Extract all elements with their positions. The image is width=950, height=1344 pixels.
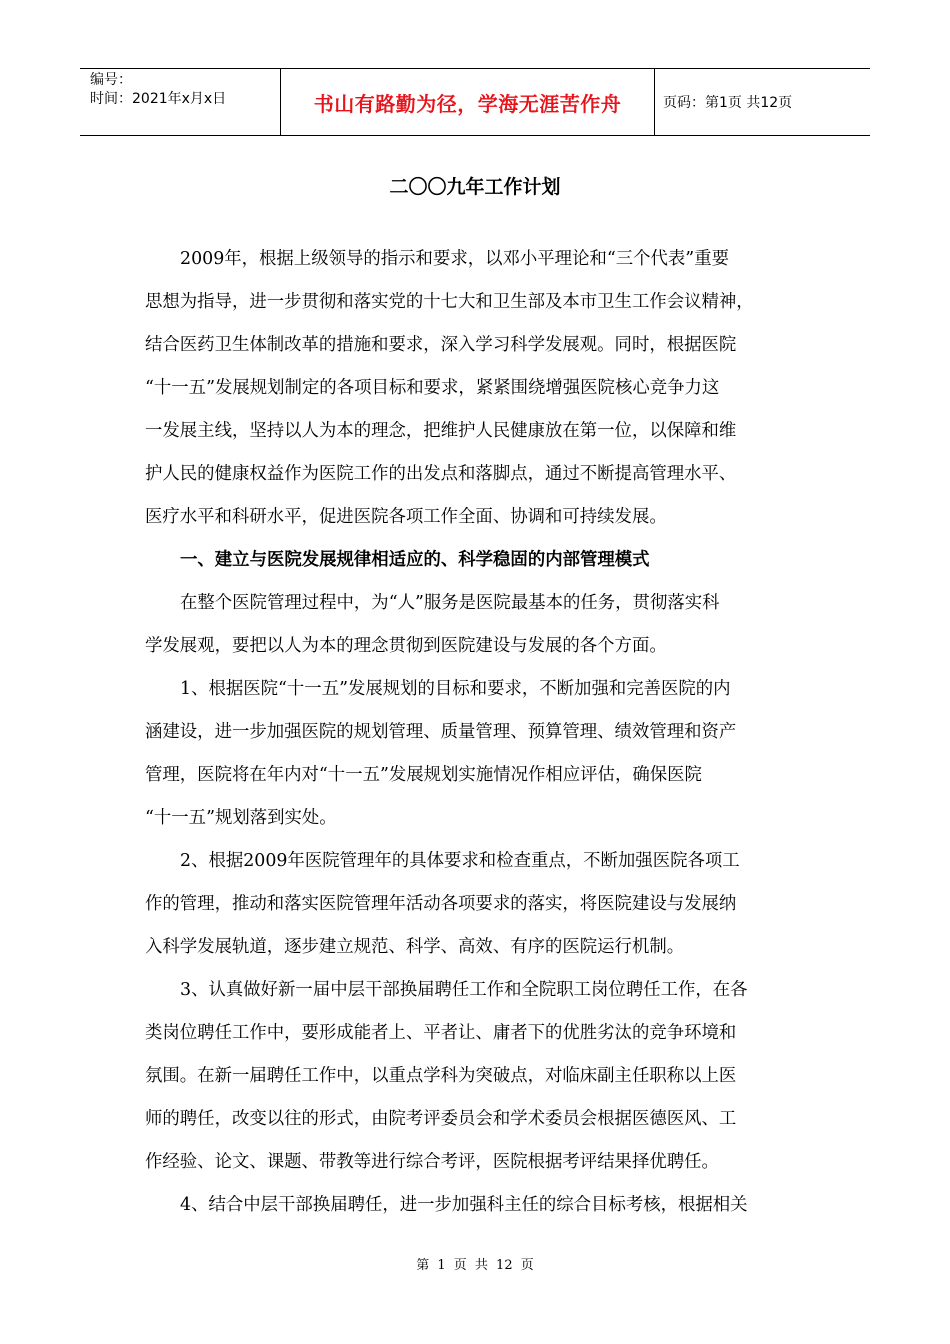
body-line: 涵建设，进一步加强医院的规划管理、质量管理、预算管理、绩效管理和资产	[145, 722, 737, 742]
body-line: 管理，医院将在年内对“十一五”发展规划实施情况作相应评估，确保医院	[145, 765, 702, 785]
body-line: 结合医药卫生体制改革的措施和要求，深入学习科学发展观。同时，根据医院	[145, 335, 737, 355]
body-line: 作经验、论文、课题、带教等进行综合考评，医院根据考评结果择优聘任。	[145, 1152, 719, 1172]
body-line: 3、认真做好新一届中层干部换届聘任工作和全院职工岗位聘任工作，在各	[180, 980, 748, 1000]
body-line: 入科学发展轨道，逐步建立规范、科学、高效、有序的医院运行机制。	[145, 937, 685, 957]
body-line: 1、根据医院“十一五”发展规划的目标和要求，不断加强和完善医院的内	[180, 679, 731, 699]
body-line: 2009年，根据上级领导的指示和要求，以邓小平理论和“三个代表”重要	[180, 249, 729, 269]
header-page-cell	[655, 69, 870, 135]
header-meta-cell	[80, 69, 281, 135]
section-heading: 一、建立与医院发展规律相适应的、科学稳固的内部管理模式	[180, 550, 650, 570]
body-line: 4、结合中层干部换届聘任，进一步加强科主任的综合目标考核，根据相关	[180, 1195, 748, 1215]
body-line: 在整个医院管理过程中，为“人”服务是医院最基本的任务，贯彻落实科	[180, 593, 720, 613]
body-line: 2、根据2009年医院管理年的具体要求和检查重点，不断加强医院各项工	[180, 851, 740, 871]
header-page-info: 页码：第1页 共12页	[663, 95, 793, 111]
body-line: “十一五”发展规划制定的各项目标和要求，紧紧围绕增强医院核心竞争力这	[145, 378, 720, 398]
document-number-label: 编号：	[90, 72, 132, 88]
body-line: 氛围。在新一届聘任工作中，以重点学科为突破点，对临床副主任职称以上医	[145, 1066, 737, 1086]
body-line: 护人民的健康权益作为医院工作的出发点和落脚点，通过不断提高管理水平、	[145, 464, 737, 484]
body-line: 一发展主线，坚持以人为本的理念，把维护人民健康放在第一位，以保障和维	[145, 421, 737, 441]
page-footer: 第 1 页 共 12 页	[416, 1258, 534, 1273]
body-line: 医疗水平和科研水平，促进医院各项工作全面、协调和可持续发展。	[145, 507, 667, 527]
body-line: 学发展观，要把以人为本的理念贯彻到医院建设与发展的各个方面。	[145, 636, 667, 656]
body-line: 作的管理，推动和落实医院管理年活动各项要求的落实，将医院建设与发展纳	[145, 894, 737, 914]
header-motto-cell	[281, 69, 655, 135]
header-motto: 书山有路勤为径，学海无涯苦作舟	[313, 91, 622, 116]
document-title: 二〇〇九年工作计划	[389, 176, 561, 198]
header-table	[80, 68, 870, 136]
document-time-label: 时间：2021年x月x日	[90, 91, 227, 107]
body-line: 类岗位聘任工作中，要形成能者上、平者让、庸者下的优胜劣汰的竞争环境和	[145, 1023, 737, 1043]
body-line: 思想为指导，进一步贯彻和落实党的十七大和卫生部及本市卫生工作会议精神，	[145, 292, 754, 312]
document-body	[145, 238, 810, 1227]
body-line: “十一五”规划落到实处。	[145, 808, 337, 828]
body-line: 师的聘任，改变以往的形式，由院考评委员会和学术委员会根据医德医风、工	[145, 1109, 737, 1129]
